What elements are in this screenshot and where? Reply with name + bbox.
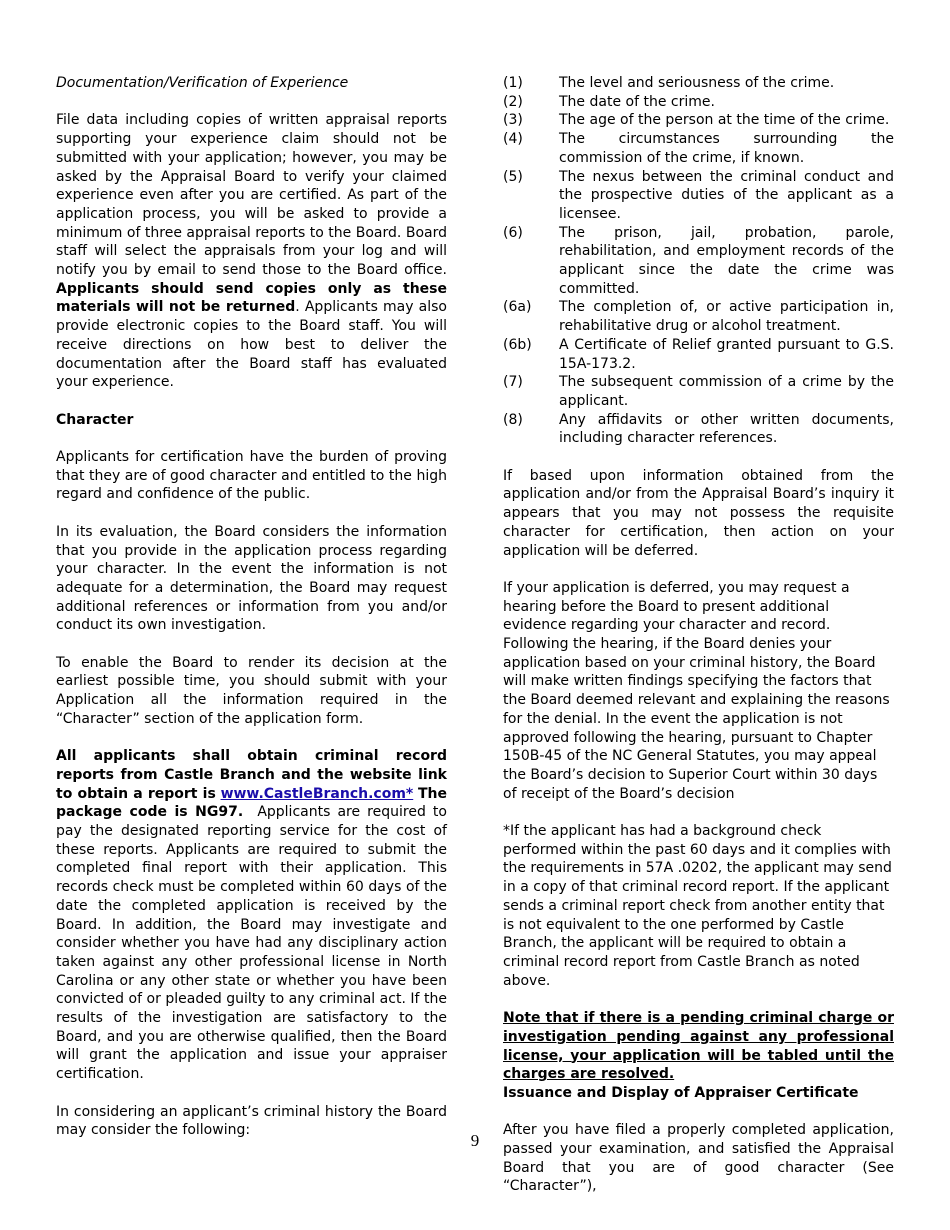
criteria-text: The age of the person at the time of the crime. xyxy=(559,112,890,129)
package-code: The package code is NG97. xyxy=(56,785,448,821)
criteria-number: (5) xyxy=(503,168,523,185)
criteria-number: (6b) xyxy=(503,336,532,353)
criteria-list-item xyxy=(503,336,894,373)
criteria-text: A Certificate of Relief granted pursuant to G.S. 15A-173.2. xyxy=(559,336,894,372)
character-paragraph-1: Applicants for certification have the burden of proving that they are of good character and entitled to the high regard and confidence of the public. xyxy=(56,449,447,503)
documentation-bold-notice: Applicants should send copies only as these materials will not be returned xyxy=(56,280,447,316)
criteria-number: (6a) xyxy=(503,299,532,316)
page-number: 9 xyxy=(470,1131,480,1150)
criteria-text: The completion of, or active participation in, rehabilitative drug or alcohol treatment. xyxy=(559,299,894,335)
criteria-text: Any affidavits or other written documents, including character references. xyxy=(559,411,894,447)
hearing-paragraph: If your application is deferred, you may request a hearing before the Board to present additional evidence regarding your character and record. Following the hearing, if the Board denies your application based on your criminal history, the Board will make written findings specifying the factors that the Board deemed relevant and explaining the reasons for the denial. In the event the application is not approved following the hearing, pursuant to Chapter 150B-45 of the NC General Statutes, you may appeal the Board’s decision to Superior Court within 30 days of receipt of the Board’s decision xyxy=(503,579,890,802)
castlebranch-link[interactable]: www.CastleBranch.com* xyxy=(220,785,414,802)
character-paragraph-2: In its evaluation, the Board considers the information that you provide in the application process regarding your character. In the event the information is not adequate for a determination, the Board may request additional references or information from you and/or conduct its own investigation. xyxy=(56,523,447,634)
documentation-tail: . Applicants may also provide electronic copies to the Board staff. You will receive directions on how best to deliver the documentation after the Board staff has evaluated your experience. xyxy=(56,299,447,391)
character-heading: Character xyxy=(56,411,134,428)
deferred-paragraph: If based upon information obtained from the application and/or from the Appraisal Board’s inquiry it appears that you may not possess the requisite character for certification, then action on your application will be deferred. xyxy=(503,467,894,559)
criminal-record-text: Applicants are required to pay the designated reporting service for the cost of these reports. Applicants are required to submit the completed final report with their application. This records check must be completed within 60 days of the date the completed application is received by the Board. In addition, the Board may investigate and consider whether you have had any disciplinary action taken against any other professional license in North Carolina or any other state or whether you have been convicted of or pleaded guilty to any criminal act. If the results of the investigation are satisfactory to the Board, and you are otherwise qualified, then the Board will grant the application and issue your appraiser certification. xyxy=(56,804,447,1083)
criteria-number: (7) xyxy=(503,374,523,391)
criteria-number: (4) xyxy=(503,131,523,148)
criteria-number: (2) xyxy=(503,93,523,110)
criminal-record-paragraph xyxy=(56,747,447,1084)
considering-paragraph: In considering an applicant’s criminal history the Board may consider the following: xyxy=(56,1103,447,1139)
criteria-list-item xyxy=(503,373,894,410)
issuance-paragraph: After you have filed a properly completed application, passed your examination, and satisfied the Appraisal Board that you are of good character (See “Character”), xyxy=(503,1122,894,1195)
criteria-number: (8) xyxy=(503,411,523,428)
criminal-record-bold: All applicants shall obtain criminal record reports from Castle Branch and the website link to obtain a report is xyxy=(56,748,447,802)
criteria-text: The prison, jail, probation, parole, rehabilitation, and employment records of the applicant since the date the crime was committed. xyxy=(559,224,894,297)
documentation-text: File data including copies of written appraisal reports supporting your experience claim should not be submitted with your application; however, you may be asked by the Appraisal Board to verify your claimed experience even after you are certified. As part of the application process, you will be asked to provide a minimum of three appraisal reports to the Board. Board staff will select the appraisals from your log and will notify you by email to send those to the Board office. xyxy=(56,112,447,279)
background-check-paragraph: *If the applicant has had a background check performed within the past 60 days and it complies with the requirements in 57A .0202, the applicant may send in a copy of that criminal record report. If the applicant sends a criminal report check from another entity that is not equivalent to the one performed by Castle Branch, the applicant will be required to obtain a criminal record report from Castle Branch as noted above. xyxy=(503,823,892,989)
criteria-number: (1) xyxy=(503,75,523,91)
criteria-list-item xyxy=(503,224,894,299)
criteria-text: The level and seriousness of the crime. xyxy=(559,75,835,91)
criteria-text: The nexus between the criminal conduct and the prospective duties of the applicant as a licensee. xyxy=(559,168,894,222)
criteria-list-item xyxy=(503,111,894,130)
criteria-list-item xyxy=(503,74,894,93)
criteria-number: (3) xyxy=(503,112,523,129)
criteria-list-item xyxy=(503,298,894,335)
criteria-text: The subsequent commission of a crime by the applicant. xyxy=(559,374,894,409)
criteria-list-item xyxy=(503,168,894,224)
right-column xyxy=(503,74,894,1196)
documentation-paragraph xyxy=(56,111,447,392)
criteria-list-item xyxy=(503,130,894,167)
criteria-list-item xyxy=(503,411,894,448)
criteria-text: The date of the crime. xyxy=(559,93,715,110)
character-paragraph-3: To enable the Board to render its decision at the earliest possible time, you should submit with your Application all the information required in the “Character” section of the application form. xyxy=(56,654,447,727)
criteria-number: (6) xyxy=(503,224,523,241)
criteria-list-item xyxy=(503,93,894,112)
pending-charge-note: Note that if there is a pending criminal charge or investigation pending against any professional license, your application will be tabled until the charges are resolved. xyxy=(503,1010,894,1083)
criteria-text: The circumstances surrounding the commission of the crime, if known. xyxy=(559,131,894,166)
documentation-heading: Documentation/Verification of Experience xyxy=(56,75,349,91)
criteria-list xyxy=(503,74,894,448)
left-column xyxy=(56,74,447,1140)
issuance-heading: Issuance and Display of Appraiser Certificate xyxy=(503,1084,859,1101)
